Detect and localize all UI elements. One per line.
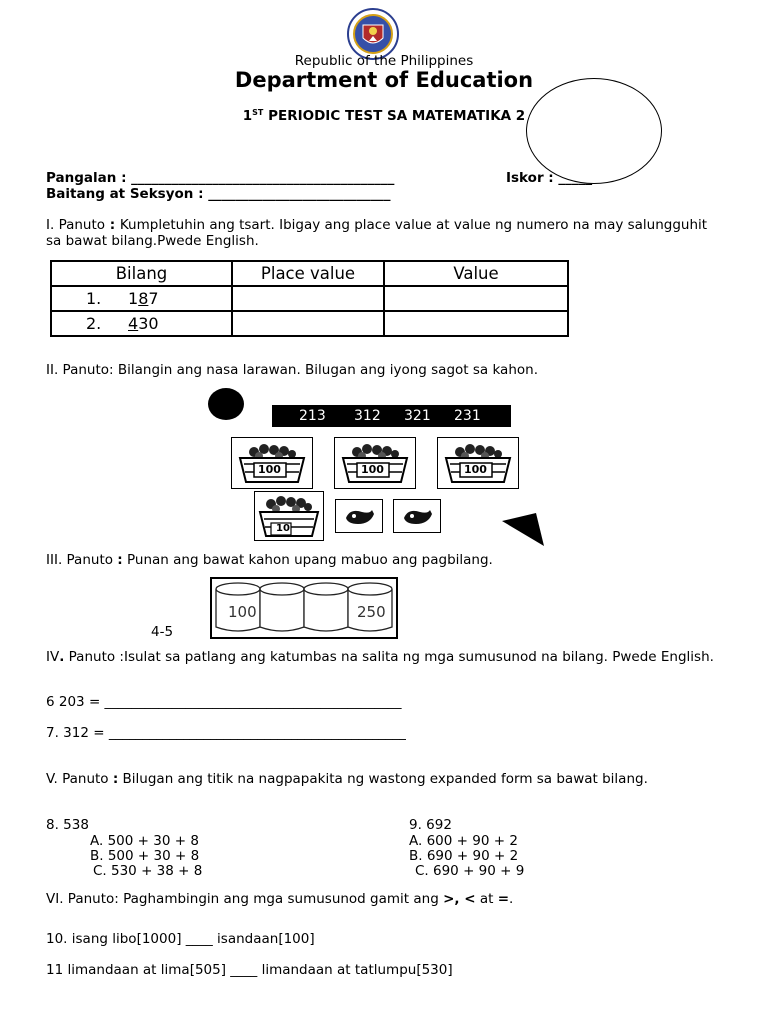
part3-colon: : [117, 552, 123, 568]
row1-number [51, 286, 232, 311]
part4-dot: . [59, 649, 65, 665]
header-place-value: Place value [232, 261, 384, 286]
q8-option-c[interactable]: C. 530 + 38 + 8 [93, 863, 203, 879]
row2-value-cell[interactable] [384, 311, 568, 336]
basket-label-3: 100 [464, 463, 487, 476]
basket-box-3 [437, 437, 519, 489]
q9-option-a[interactable]: A. 600 + 90 + 2 [409, 833, 518, 849]
part5-instructions [46, 771, 726, 787]
test-title-number: 1 [242, 108, 253, 124]
grade-section-field[interactable]: Baitang at Seksyon : ___________________________ [46, 186, 391, 202]
part5-label: V. Panuto [46, 771, 113, 787]
part6-equal-symbol: = [497, 891, 509, 907]
fruit-box-2 [393, 499, 441, 533]
part1-text: Kumpletuhin ang tsart. Ibigay ang place value at value ng numero na may salungguhit sa bawat bilang.Pwede English. [46, 217, 708, 249]
choice-321[interactable]: 321 [404, 408, 431, 424]
basket-box-1 [231, 437, 313, 489]
fruit-box-1 [335, 499, 383, 533]
basket-label-2: 100 [361, 463, 384, 476]
row1-digit-post: 7 [148, 289, 159, 308]
header-value: Value [384, 261, 568, 286]
part6-end: . [509, 891, 514, 907]
black-triangle-decoration [500, 511, 546, 547]
cylinder-sequence-box [210, 577, 398, 639]
q9-option-b[interactable]: B. 690 + 90 + 2 [409, 848, 519, 864]
row1-index: 1. [86, 289, 102, 308]
cylinder-4-value: 250 [357, 603, 386, 621]
part4-label: IV [46, 649, 60, 665]
row1-place-value-cell[interactable] [232, 286, 384, 311]
table-row [51, 286, 568, 311]
test-title-text: PERIODIC TEST SA MATEMATIKA 2 [263, 108, 526, 124]
part4-text: Panuto :Isulat sa patlang ang katumbas na salita ng mga sumusunod na bilang. Pwede English. [64, 649, 714, 665]
fruit-icon [394, 500, 440, 532]
q8-option-a[interactable]: A. 500 + 30 + 8 [90, 833, 199, 849]
row2-index: 2. [86, 314, 102, 333]
row2-place-value-cell[interactable] [232, 311, 384, 336]
fruit-icon [336, 500, 382, 532]
choice-312[interactable]: 312 [354, 408, 381, 424]
part6-text: VI. Panuto: Paghambingin ang mga sumusunod gamit ang [46, 891, 444, 907]
republic-heading: Republic of the Philippines [294, 53, 474, 69]
test-title-superscript: ST [252, 108, 264, 117]
row2-digit-underlined: 4 [128, 314, 139, 333]
part3-instructions [46, 552, 493, 568]
basket-label-1: 100 [258, 463, 281, 476]
cylinder-1-value: 100 [228, 603, 257, 621]
score-field[interactable]: Iskor : _____ [506, 170, 593, 186]
table-row [51, 311, 568, 336]
part1-instructions [46, 217, 726, 249]
part3-label: III. Panuto [46, 552, 118, 568]
q8-option-b[interactable]: B. 500 + 30 + 8 [90, 848, 200, 864]
place-value-table [50, 260, 569, 337]
part6-item-11[interactable]: 11 limandaan at lima[505] ____ limandaan at tatlumpu[530] [46, 962, 453, 978]
part6-instructions [46, 891, 513, 907]
row2-digit-post: 30 [138, 314, 159, 333]
row1-digit-pre: 1 [128, 289, 139, 308]
part3-text: Punan ang bawat kahon upang mabuo ang pagbilang. [122, 552, 493, 568]
part4-item-6[interactable]: 6 203 = ____________________________________________ [46, 694, 402, 710]
part1-label: I. Panuto [46, 217, 106, 233]
part2-instructions: II. Panuto: Bilangin ang nasa larawan. Bilugan ang iyong sagot sa kahon. [46, 362, 538, 378]
part6-item-10[interactable]: 10. isang libo[1000] ____ isandaan[100] [46, 931, 315, 947]
part6-at: at [475, 891, 498, 907]
row1-digit-underlined: 8 [138, 289, 149, 308]
score-circle [526, 78, 662, 184]
part6-symbols: >, < [443, 891, 476, 907]
q9-number: 9. 692 [409, 817, 452, 833]
q8-number: 8. 538 [46, 817, 89, 833]
part5-colon: : [112, 771, 119, 787]
part3-item-number: 4-5 [151, 624, 174, 640]
row1-value-cell[interactable] [384, 286, 568, 311]
part4-item-7[interactable]: 7. 312 = ____________________________________________ [46, 725, 406, 741]
basket-box-2 [334, 437, 416, 489]
answer-choices-banner [272, 405, 511, 427]
table-header-row [51, 261, 568, 286]
choice-231[interactable]: 231 [454, 408, 481, 424]
part1-colon: : [105, 217, 120, 233]
basket-box-4 [254, 491, 324, 541]
part4-instructions [46, 649, 726, 665]
department-heading: Department of Education [234, 68, 534, 92]
row2-number [51, 311, 232, 336]
name-field[interactable]: Pangalan : _______________________________________ [46, 170, 395, 186]
black-dot-decoration [208, 388, 244, 420]
header-bilang: Bilang [51, 261, 232, 286]
choice-213[interactable]: 213 [299, 408, 326, 424]
q9-option-c[interactable]: C. 690 + 90 + 9 [415, 863, 525, 879]
part5-text: Bilugan ang titik na nagpapakita ng wastong expanded form sa bawat bilang. [118, 771, 648, 787]
basket-label-4: 10 [276, 523, 290, 534]
